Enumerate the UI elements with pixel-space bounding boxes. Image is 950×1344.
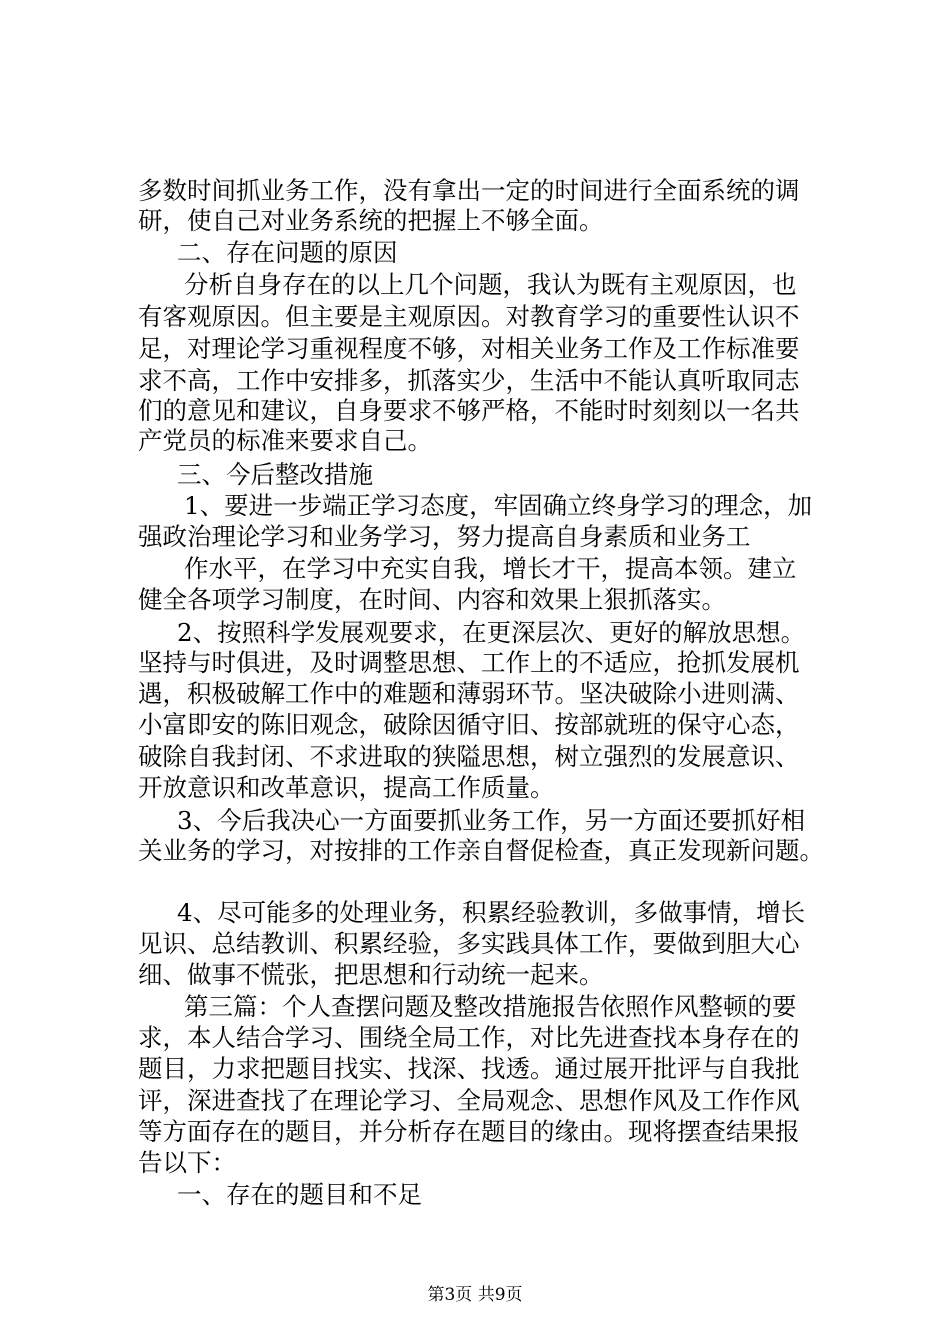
section-heading: 二、存在问题的原因 xyxy=(177,238,398,267)
text-line: 产党员的标准来要求自己。 xyxy=(138,426,432,455)
text-line: 评，深进查找了在理论学习、全局观念、思想作风及工作作风 xyxy=(138,1086,800,1115)
text-line: 1、要进一步端正学习态度，牢固确立终身学习的理念，加 xyxy=(184,491,813,520)
text-line: 遇，积极破解工作中的难题和薄弱环节。坚决破除小进则满、 xyxy=(138,679,800,708)
section-heading: 三、今后整改措施 xyxy=(177,460,373,489)
text-line: 作水平，在学习中充实自我，增长才干，提高本领。建立 xyxy=(184,554,797,583)
page-number-footer: 第3页 共9页 xyxy=(427,1285,523,1305)
section-heading: 一、存在的题目和不足 xyxy=(177,1180,422,1209)
text-line: 2、按照科学发展观要求，在更深层次、更好的解放思想。 xyxy=(177,618,806,647)
text-line: 健全各项学习制度，在时间、内容和效果上狠抓落实。 xyxy=(138,585,726,614)
text-line: 强政治理论学习和业务学习，努力提高自身素质和业务工 xyxy=(138,522,751,551)
text-line: 第三篇：个人查摆问题及整改措施报告依照作风整顿的要 xyxy=(184,992,797,1021)
text-line: 求不高，工作中安排多，抓落实少，生活中不能认真听取同志 xyxy=(138,366,800,395)
text-line: 4、尽可能多的处理业务，积累经验教训，多做事情，增长 xyxy=(177,898,806,927)
text-line: 坚持与时俱进，及时调整思想、工作上的不适应，抢抓发展机 xyxy=(138,648,800,677)
text-line: 细、做事不慌张，把思想和行动统一起来。 xyxy=(138,960,604,989)
text-line: 们的意见和建议，自身要求不够严格，不能时时刻刻以一名共 xyxy=(138,396,800,425)
text-line: 研，使自己对业务系统的把握上不够全面。 xyxy=(138,206,604,235)
text-line: 告以下： xyxy=(138,1148,236,1177)
text-line: 小富即安的陈旧观念，破除因循守旧、按部就班的保守心态， xyxy=(138,710,800,739)
text-line: 关业务的学习，对按排的工作亲自督促检查，真正发现新问题。 xyxy=(138,836,824,865)
text-line: 有客观原因。但主要是主观原因。对教育学习的重要性认识不 xyxy=(138,302,800,331)
text-line: 3、今后我决心一方面要抓业务工作，另一方面还要抓好相 xyxy=(177,806,806,835)
text-line: 等方面存在的题目，并分析存在题目的缘由。现将摆查结果报 xyxy=(138,1117,800,1146)
text-line: 足，对理论学习重视程度不够，对相关业务工作及工作标准要 xyxy=(138,334,800,363)
text-line: 见识、总结教训、积累经验，多实践具体工作，要做到胆大心 xyxy=(138,929,800,958)
text-line: 破除自我封闭、不求进取的狭隘思想，树立强烈的发展意识、 xyxy=(138,742,800,771)
text-line: 题目，力求把题目找实、找深、找透。通过展开批评与自我批 xyxy=(138,1054,800,1083)
text-line: 分析自身存在的以上几个问题，我认为既有主观原因，也 xyxy=(184,270,797,299)
text-line: 求，本人结合学习、围绕全局工作，对比先进查找本身存在的 xyxy=(138,1023,800,1052)
text-line: 多数时间抓业务工作，没有拿出一定的时间进行全面系统的调 xyxy=(138,176,800,205)
text-line: 开放意识和改革意识，提高工作质量。 xyxy=(138,773,555,802)
